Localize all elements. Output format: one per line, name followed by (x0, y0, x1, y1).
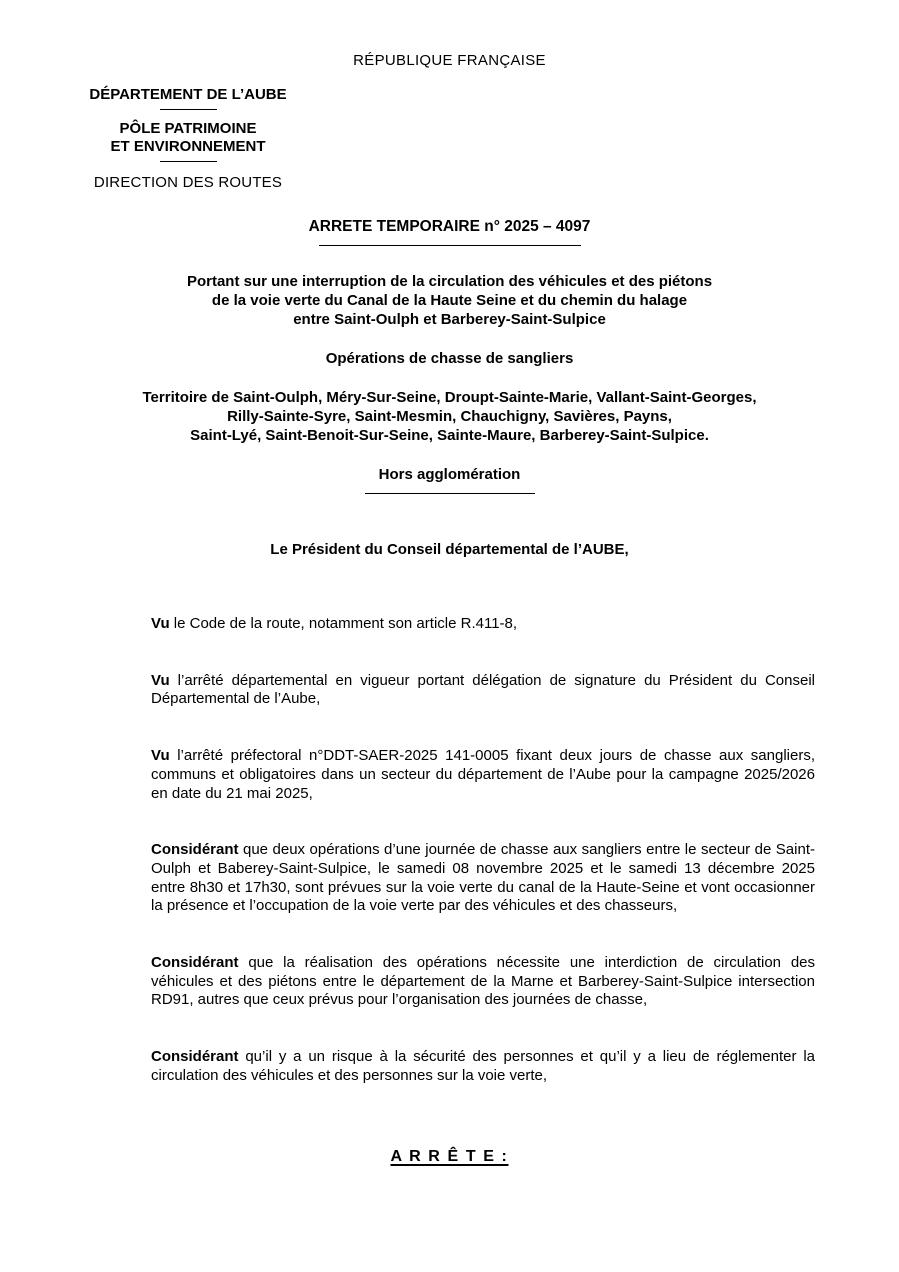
paragraph-lead: Considérant (151, 841, 239, 859)
pole-line-2: ET ENVIRONNEMENT (110, 138, 266, 155)
subject-line-1: Portant sur une interruption de la circulation des véhicules et des piétons (186, 273, 713, 290)
org-block (88, 86, 288, 192)
paragraph-text: le Code de la route, notamment son article R.411-8, (169, 615, 518, 632)
subject-block (0, 272, 899, 329)
decree-heading (0, 1148, 899, 1166)
republic-header: RÉPUBLIQUE FRANÇAISE (353, 52, 546, 69)
subject-line-3: entre Saint-Oulph et Barberey-Saint-Sulpice (293, 311, 606, 328)
department-name: DÉPARTEMENT DE L’AUBE (89, 86, 287, 103)
territory-line-3: Saint-Lyé, Saint-Benoit-Sur-Seine, Sainte-Maure, Barberey-Saint-Sulpice. (190, 427, 709, 444)
divider-rule (160, 109, 217, 110)
paragraph-text: l’arrêté départemental en vigueur portant délégation de signature du Président du Conseil Départemental de l’Aube, (151, 671, 815, 708)
territory-line-2: Rilly-Sainte-Syre, Saint-Mesmin, Chauchigny, Savières, Payns, (227, 408, 672, 425)
divider-rule (160, 161, 217, 162)
paragraph-lead: Vu (151, 747, 170, 765)
paragraph-text: l’arrêté préfectoral n°DDT-SAER-2025 141-0005 fixant deux jours de chasse aux sangliers, communs et obligatoires dans un secteur du département de l’Aube pour la campagne 2025/2026 en date du 21 mai 2025, (151, 747, 815, 802)
document-title: ARRETE TEMPORAIRE n° 2025 – 4097 (308, 218, 591, 235)
considerant-paragraph-1 (151, 841, 815, 916)
paragraph-lead: Considérant (151, 954, 239, 972)
paragraph-lead: Vu (151, 671, 170, 689)
pole-line-1: PÔLE PATRIMOINE (119, 120, 257, 137)
paragraph-lead: Vu (151, 615, 170, 632)
decree-heading-text: A R R Ê T E : (390, 1147, 509, 1165)
considerant-paragraph-2 (151, 954, 815, 1010)
paragraph-text: que la réalisation des opérations nécessite une interdiction de circulation des véhicules et des piétons entre le département de la Marne et Barberey-Saint-Sulpice intersection RD91, autres que ceux prévus pour l’organisation des journées de chasse, (151, 954, 815, 1009)
vu-paragraph-1 (151, 615, 815, 634)
zone-label: Hors agglomération (378, 466, 521, 483)
territory-block (0, 388, 899, 445)
direction-name: DIRECTION DES ROUTES (93, 174, 283, 191)
vu-paragraph-2 (151, 672, 815, 709)
considerant-paragraph-3 (151, 1048, 815, 1085)
paragraph-text: qu’il y a un risque à la sécurité des personnes et qu’il y a lieu de réglementer la circulation des véhicules et des personnes sur la voie verte, (151, 1048, 815, 1084)
authority-title: Le Président du Conseil départemental de l’AUBE, (270, 541, 629, 558)
subject-line-2: de la voie verte du Canal de la Haute Seine et du chemin du halage (211, 292, 688, 309)
section-divider-rule (365, 493, 535, 494)
vu-paragraph-3 (151, 747, 815, 803)
operation-title: Opérations de chasse de sangliers (325, 350, 574, 367)
territory-line-1: Territoire de Saint-Oulph, Méry-Sur-Seine, Droupt-Sainte-Marie, Vallant-Saint-Georges, (142, 389, 757, 406)
body-block (0, 615, 899, 1086)
paragraph-lead: Considérant (151, 1048, 239, 1066)
title-underline-rule (319, 245, 581, 246)
paragraph-text: que deux opérations d’une journée de chasse aux sangliers entre le secteur de Saint-Oulph et Baberey-Saint-Sulpice, le samedi 08 novembre 2025 et le samedi 13 décembre 2025 entre 8h30 et 17h30, sont prévues sur la voie verte du canal de la Haute-Seine et vont occasionner la présence et l’occupation de la voie verte par des véhicules et des chasseurs, (151, 841, 815, 915)
